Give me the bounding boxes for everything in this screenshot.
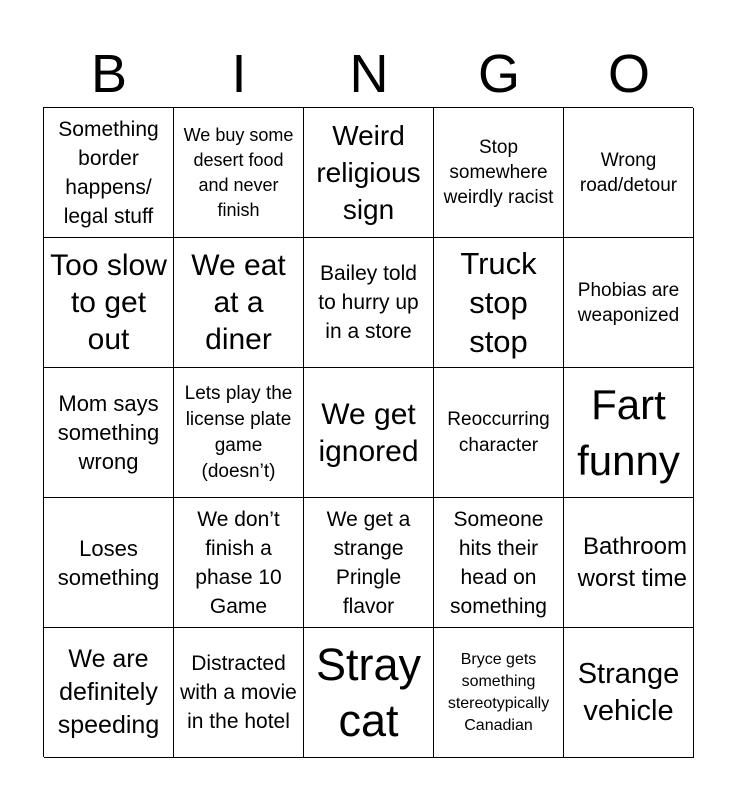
bingo-header xyxy=(44,42,694,106)
bingo-cell[interactable] xyxy=(44,368,174,498)
bingo-board xyxy=(43,107,693,757)
cell-text: Reoccurring character xyxy=(447,408,550,456)
header-letter-n: N xyxy=(349,44,389,104)
bingo-cell[interactable] xyxy=(304,238,434,368)
bingo-cell[interactable] xyxy=(434,108,564,238)
cell-text: Stop somewhere weirdly racist xyxy=(443,137,554,208)
cell-text: We are definitely speeding xyxy=(57,645,160,739)
bingo-cell[interactable] xyxy=(44,238,174,368)
cell-text: Loses something xyxy=(57,535,160,590)
cell-text: We eat at a diner xyxy=(191,249,286,356)
bingo-cell[interactable] xyxy=(174,628,304,758)
cell-text: Too slow to get out xyxy=(50,249,167,356)
bingo-cell[interactable] xyxy=(304,498,434,628)
cell-text: Strange vehicle xyxy=(577,657,680,727)
bingo-cell[interactable] xyxy=(304,628,434,758)
bingo-cell[interactable] xyxy=(434,238,564,368)
bingo-cell[interactable] xyxy=(564,238,694,368)
cell-text: Something border happens/ legal stuff xyxy=(58,117,159,228)
cell-text: Truck stop stop xyxy=(460,246,537,359)
cell-text: Bailey told to hurry up in a store xyxy=(318,262,419,343)
header-letter-i: I xyxy=(231,44,247,104)
header-letter-b: B xyxy=(90,44,128,104)
bingo-cell[interactable] xyxy=(174,368,304,498)
cell-text: Bathroom worst time xyxy=(577,532,687,592)
cell-text: Stray cat xyxy=(315,638,422,746)
bingo-cell[interactable] xyxy=(564,108,694,238)
cell-text: Someone hits their head on something xyxy=(450,507,547,618)
header-letter-o: O xyxy=(607,44,650,104)
bingo-cell[interactable] xyxy=(174,498,304,628)
cell-text: Fart funny xyxy=(577,380,680,484)
header-letter-g: G xyxy=(477,44,520,104)
bingo-cell[interactable] xyxy=(564,498,694,628)
bingo-cell[interactable] xyxy=(44,628,174,758)
bingo-cell[interactable] xyxy=(434,368,564,498)
bingo-cell[interactable] xyxy=(434,628,564,758)
cell-text: Lets play the license plate game (doesn’t) xyxy=(184,382,293,482)
bingo-cell[interactable] xyxy=(564,628,694,758)
cell-text: We get ignored xyxy=(318,397,419,468)
bingo-cell[interactable] xyxy=(44,108,174,238)
cell-text: Phobias are weaponized xyxy=(577,279,680,326)
cell-text: Weird religious sign xyxy=(316,120,421,225)
cell-text: Bryce gets something stereotypically Canadian xyxy=(447,650,550,734)
cell-text: We don’t finish a phase 10 Game xyxy=(195,507,282,618)
bingo-cell[interactable] xyxy=(174,108,304,238)
bingo-cell[interactable] xyxy=(304,108,434,238)
bingo-cell[interactable] xyxy=(434,498,564,628)
bingo-cell[interactable] xyxy=(564,368,694,498)
cell-text: Distracted with a movie in the hotel xyxy=(180,652,297,733)
cell-text: Mom says something wrong xyxy=(57,391,160,474)
bingo-cell[interactable] xyxy=(44,498,174,628)
cell-text: We buy some desert food and never finish xyxy=(183,124,294,220)
bingo-cell[interactable] xyxy=(174,238,304,368)
cell-text: We get a strange Pringle flavor xyxy=(326,507,411,618)
bingo-cell[interactable] xyxy=(304,368,434,498)
cell-text: Wrong road/detour xyxy=(579,149,678,196)
